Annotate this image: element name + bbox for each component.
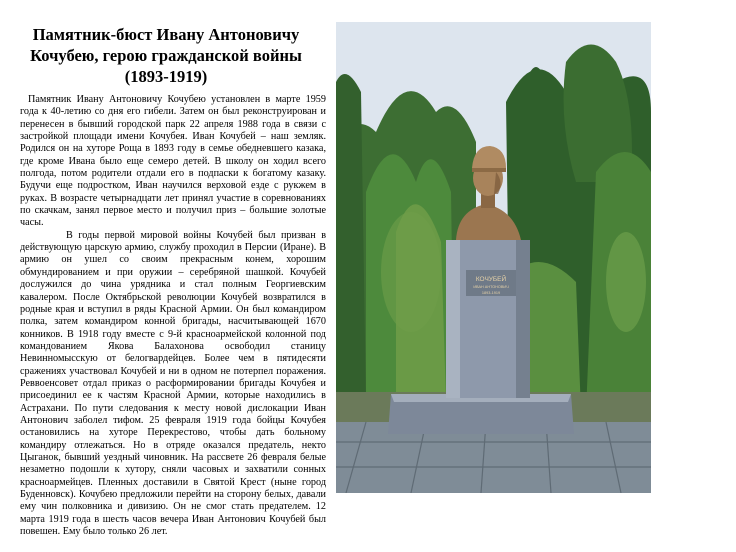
paragraph-biography-2: В годы первой мировой войны Кочубей был призван в действующую царскую армию, службу проходил в Персии (Иране). В армию он ушел со своим прекрасным конем, хорошим обмундированием и при оружии – серебряной шашкой. Кочубей дослужился до чина урядника и стал полным Георгиевским кавалером. После Октябрьской революции Кочубей возвратился в родные края и вступил в ряды Красной Армии. Он был командиром полка, затем командиром конной бригады, насчитывающей 1670 конников. В 1918 году вместе с 9-й красноармейской колонной под командованием Якова Балахонова освободил станицу Невинномысскую от белогвардейцев. Более чем в пятидесяти сражениях участвовал Кочубей и ни в одном не потерпел поражения. Реввоенсовет отдал приказ о расформировании бригады Кочубея и присоединил ее к частям Красной Армии, которые находились в Астрахани. По пути следования к месту новой дислокации Иван Антонович заболел тифом. 25 февраля 1919 года бойцы Кочубея остановились на хуторе Перекрестово, чтобы дать больному командиру отлежаться. Но в отряде оказался предатель, некто Цыганок, бывший уездный чиновник. На рассвете 26 февраля белые незаметно подошли к хутору, сняли часовых и захватили сонных красноармейцев. Пленных доставили в Святой Крест (ныне город Буденновск). Кочубею предложили перейти на сторону белых, давали ему чин полковника и дивизию. Он не смог стать предателем. 12 марта 1919 года в шесть часов вечера Иван Антонович Кочубей был повешен. Ему было только 26 лет. [20, 229, 326, 538]
page-title: Памятник-бюст Ивану Антоновичу Кочубею, герою гражданской войны (1893-1919) [30, 25, 302, 86]
plaque-sub: ИВАН АНТОНОВИЧ [473, 285, 509, 289]
plaque-years: 1893-1919 [481, 291, 501, 295]
plaque-name: КОЧУБЕЙ [475, 276, 507, 283]
paragraph-biography-1: Памятник Ивану Антоновичу Кочубею установлен в марте 1959 года к 40-летию со дня его гибели. Затем он был реконструирован и перенесен в бывший городской парк 22 апреля 1988 года в связи с застройкой площади имени Кочубея. Иван Кочубей – наш земляк. Родился он на хуторе Роща в 1893 году в семье обедневшего казака, где кроме Ивана было еще семеро детей. В школу он ходил всего полгода, потом родители отдали его в подпаски к богатому казаку. Будучи еще подростком, Иван научился верховой езде с рукжем в руках. В возрасте четырнадцати лет принял участие в соревнованиях по скачкам, занял первое место и получил приз – большие золотые часы. [20, 94, 326, 229]
monument-photo [336, 22, 651, 493]
article-body [20, 94, 326, 538]
